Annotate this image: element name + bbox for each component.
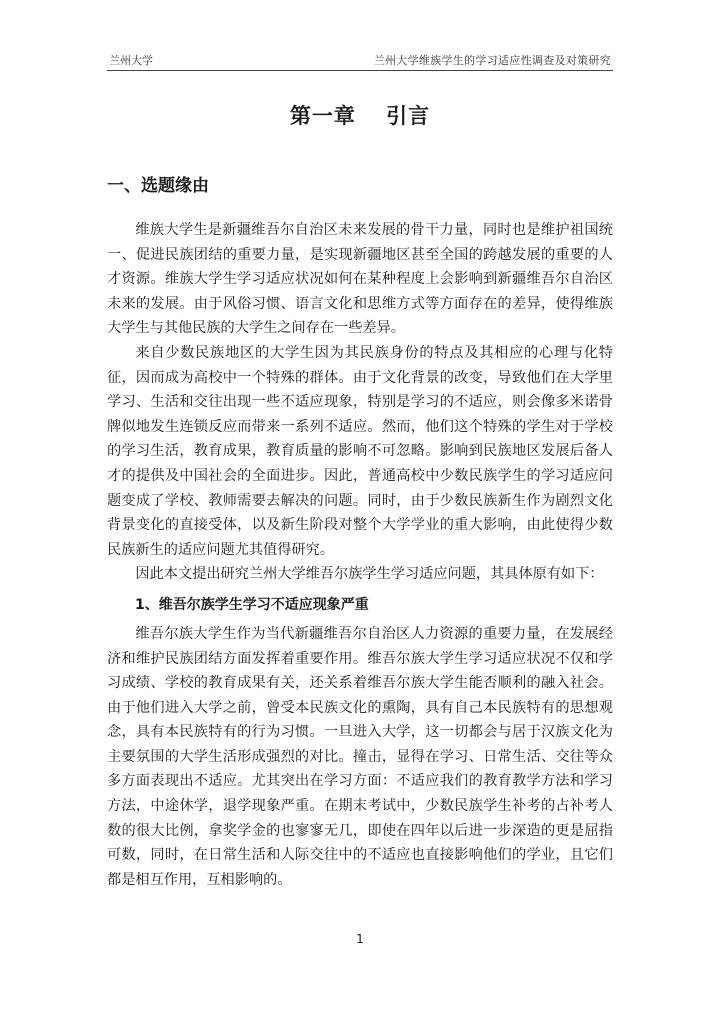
paragraph: 维族大学生是新疆维吾尔自治区未来发展的骨干力量，同时也是维护祖国统一、促进民族团结的重要力量，是实现新疆地区甚至全国的跨越发展的重要的人才资源。维族大学生学习适应状况如何在某种程度上会影响到新疆维吾尔自治区未来的发展。由于风俗习惯、语言文化和思维方式等方面存在的差异，使得维族大学生与其他民族的大学生之间存在一些差异。 [107,222,613,337]
paragraph: 因此本文提出研究兰州大学维吾尔族学生学习适应问题，其具体原有如下： [135,566,604,583]
body-text [107,218,613,892]
header-left-text: 兰州大学 [109,54,153,67]
section-title: 一、选题缘由 [107,176,209,196]
page-header [107,50,613,71]
subheading: 1、维吾尔族学生学习不适应现象严重 [135,596,369,613]
paragraph: 来自少数民族地区的大学生因为其民族身份的特点及其相应的心理与化特征，因而成为高校中一个特殊的群体。由于文化背景的改变，导致他们在大学里学习、生活和交往出现一些不适应现象，特别是学习的不适应，则会像多米诺骨牌似地发生连锁反应而带来一系列不适应。然而，他们这个特殊的学生对于学校的学习生活，教育成果，教育质量的影响不可忽略。影响到民族地区发展后备人才的提供及中国社会的全面进步。因此，普通高校中少数民族学生的学习适应问题变成了学校、教师需要去解决的问题。同时，由于少数民族新生作为剧烈文化背景变化的直接受体，以及新生阶段对整个大学学业的重大影响，由此使得少数民族新生的适应问题尤其值得研究。 [107,344,613,558]
page-number: 1 [356,932,364,946]
paragraph: 维吾尔族大学生作为当代新疆维吾尔自治区人力资源的重要力量，在发展经济和维护民族团结方面发挥着重要作用。维吾尔族大学生学习适应状况不仅和学习成绩、学校的教育成果有关，还关系着维吾尔族大学生能否顺利的融入社会。由于他们进入大学之前，曾受本民族文化的熏陶，具有自己本民族特有的思想观念，具有本民族特有的行为习惯。一旦进入大学，这一切都会与居于汉族文化为主要氛围的大学生活形成强烈的对比。撞击，显得在学习、日常生活、交往等众多方面表现出不适应。尤其突出在学习方面：不适应我们的教育教学方法和学习方法，中途休学，退学现象严重。在期末考试中，少数民族学生补考的占补考人数的很大比例，拿奖学金的也寥寥无几，即使在四年以后进一步深造的更是屈指可数，同时，在日常生活和人际交往中的不适应也直接影响他们的学业，且它们都是相互作用，互相影响的。 [107,625,613,888]
header-right-text: 兰州大学维族学生的学习适应性调查及对策研究 [373,54,611,67]
chapter-title: 第一章 引言 [289,104,431,128]
